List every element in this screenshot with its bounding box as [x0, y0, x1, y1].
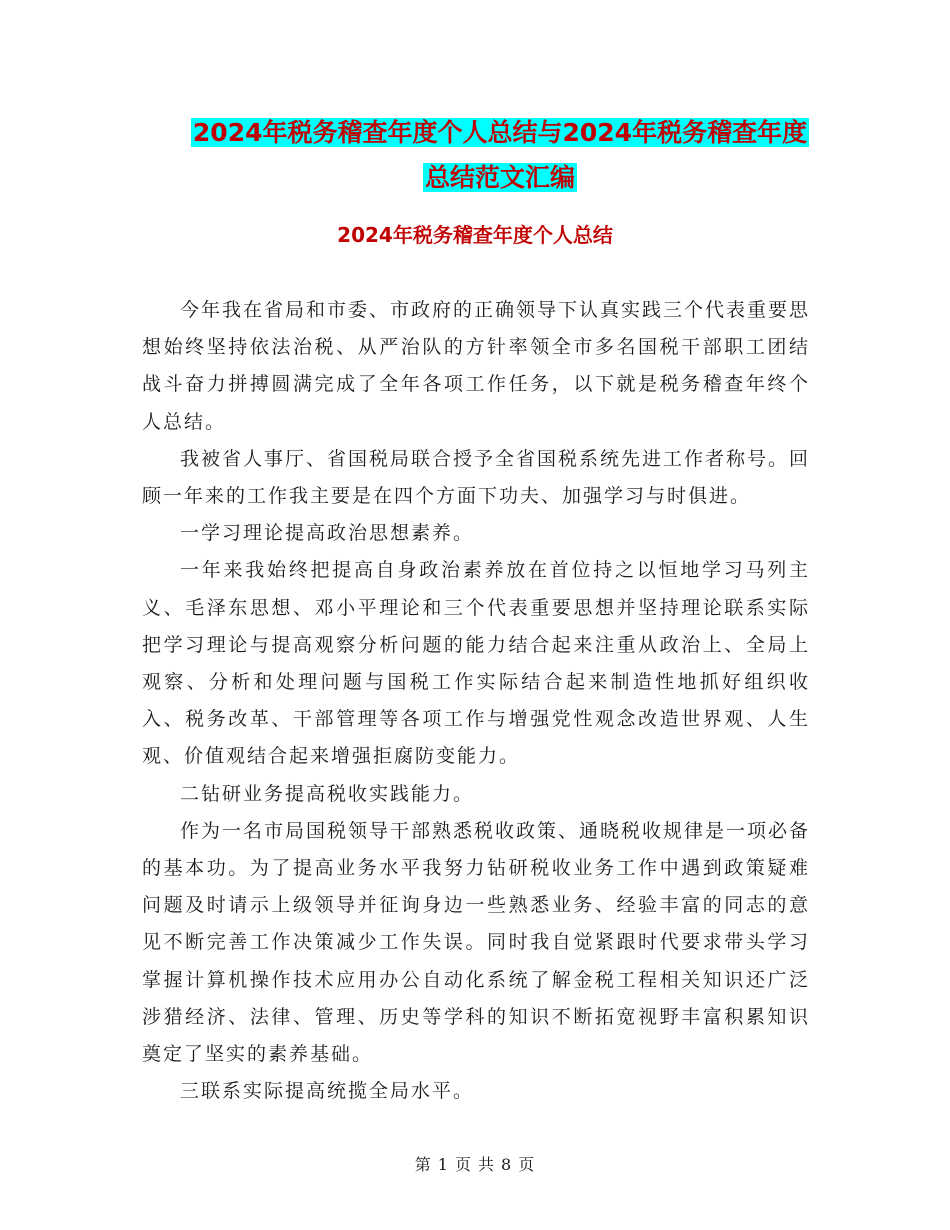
- document-title: [150, 110, 850, 200]
- paragraph-theory: 一年来我始终把提高自身政治素养放在首位持之以恒地学习马列主义、毛泽东思想、邓小平理论和三个代表重要思想并坚持理论联系实际把学习理论与提高观察分析问题的能力结合起来注重从政治上、全局上观察、分析和处理问题与国税工作实际结合起来制造性地抓好组织收入、税务改革、干部管理等各项工作与增强党性观念改造世界观、人生观、价值观结合起来增强拒腐防变能力。: [142, 559, 810, 768]
- paragraph-intro: 今年我在省局和市委、市政府的正确领导下认真实践三个代表重要思想始终坚持依法治税、从严治队的方针率领全市多名国税干部职工团结战斗奋力拼搏圆满完成了全年各项工作任务，以下就是税务稽查年终个人总结。: [142, 299, 811, 433]
- footer-prefix: 第: [414, 1155, 432, 1174]
- document-body: [142, 292, 810, 1110]
- paragraph-heading-2: 二钻研业务提高税收实践能力。: [180, 782, 475, 805]
- paragraph-award: 我被省人事厅、省国税局联合授予全省国税系统先进工作者称号。回顾一年来的工作我主要是在四个方面下功夫、加强学习与时俱进。: [142, 447, 811, 508]
- section-title: 2024年税务稽查年度个人总结: [337, 223, 613, 247]
- page-footer: [0, 1153, 950, 1177]
- document-title-line2: 总结范文汇编: [424, 163, 575, 192]
- paragraph-heading-1: 一学习理论提高政治思想素养。: [180, 522, 475, 545]
- footer-total-pages: 8: [501, 1155, 513, 1174]
- paragraph-business: 作为一名市局国税领导干部熟悉税收政策、通晓税收规律是一项必备的基本功。为了提高业务水平我努力钻研税收业务工作中遇到政策疑难问题及时请示上级领导并征询身边一些熟悉业务、经验丰富的同志的意见不断完善工作决策减少工作失误。同时我自觉紧跟时代要求带头学习掌握计算机操作技术应用办公自动化系统了解金税工程相关知识还广泛涉猎经济、法律、管理、历史等学科的知识不断拓宽视野丰富积累知识奠定了坚实的素养基础。: [142, 819, 811, 1066]
- footer-suffix: 页: [518, 1155, 536, 1174]
- paragraph-heading-3: 三联系实际提高统揽全局水平。: [180, 1080, 475, 1103]
- footer-mid: 页 共: [454, 1155, 496, 1174]
- document-title-line1: 2024年税务稽查年度个人总结与2024年税务稽查年度: [192, 118, 808, 147]
- footer-current-page: 1: [437, 1155, 449, 1174]
